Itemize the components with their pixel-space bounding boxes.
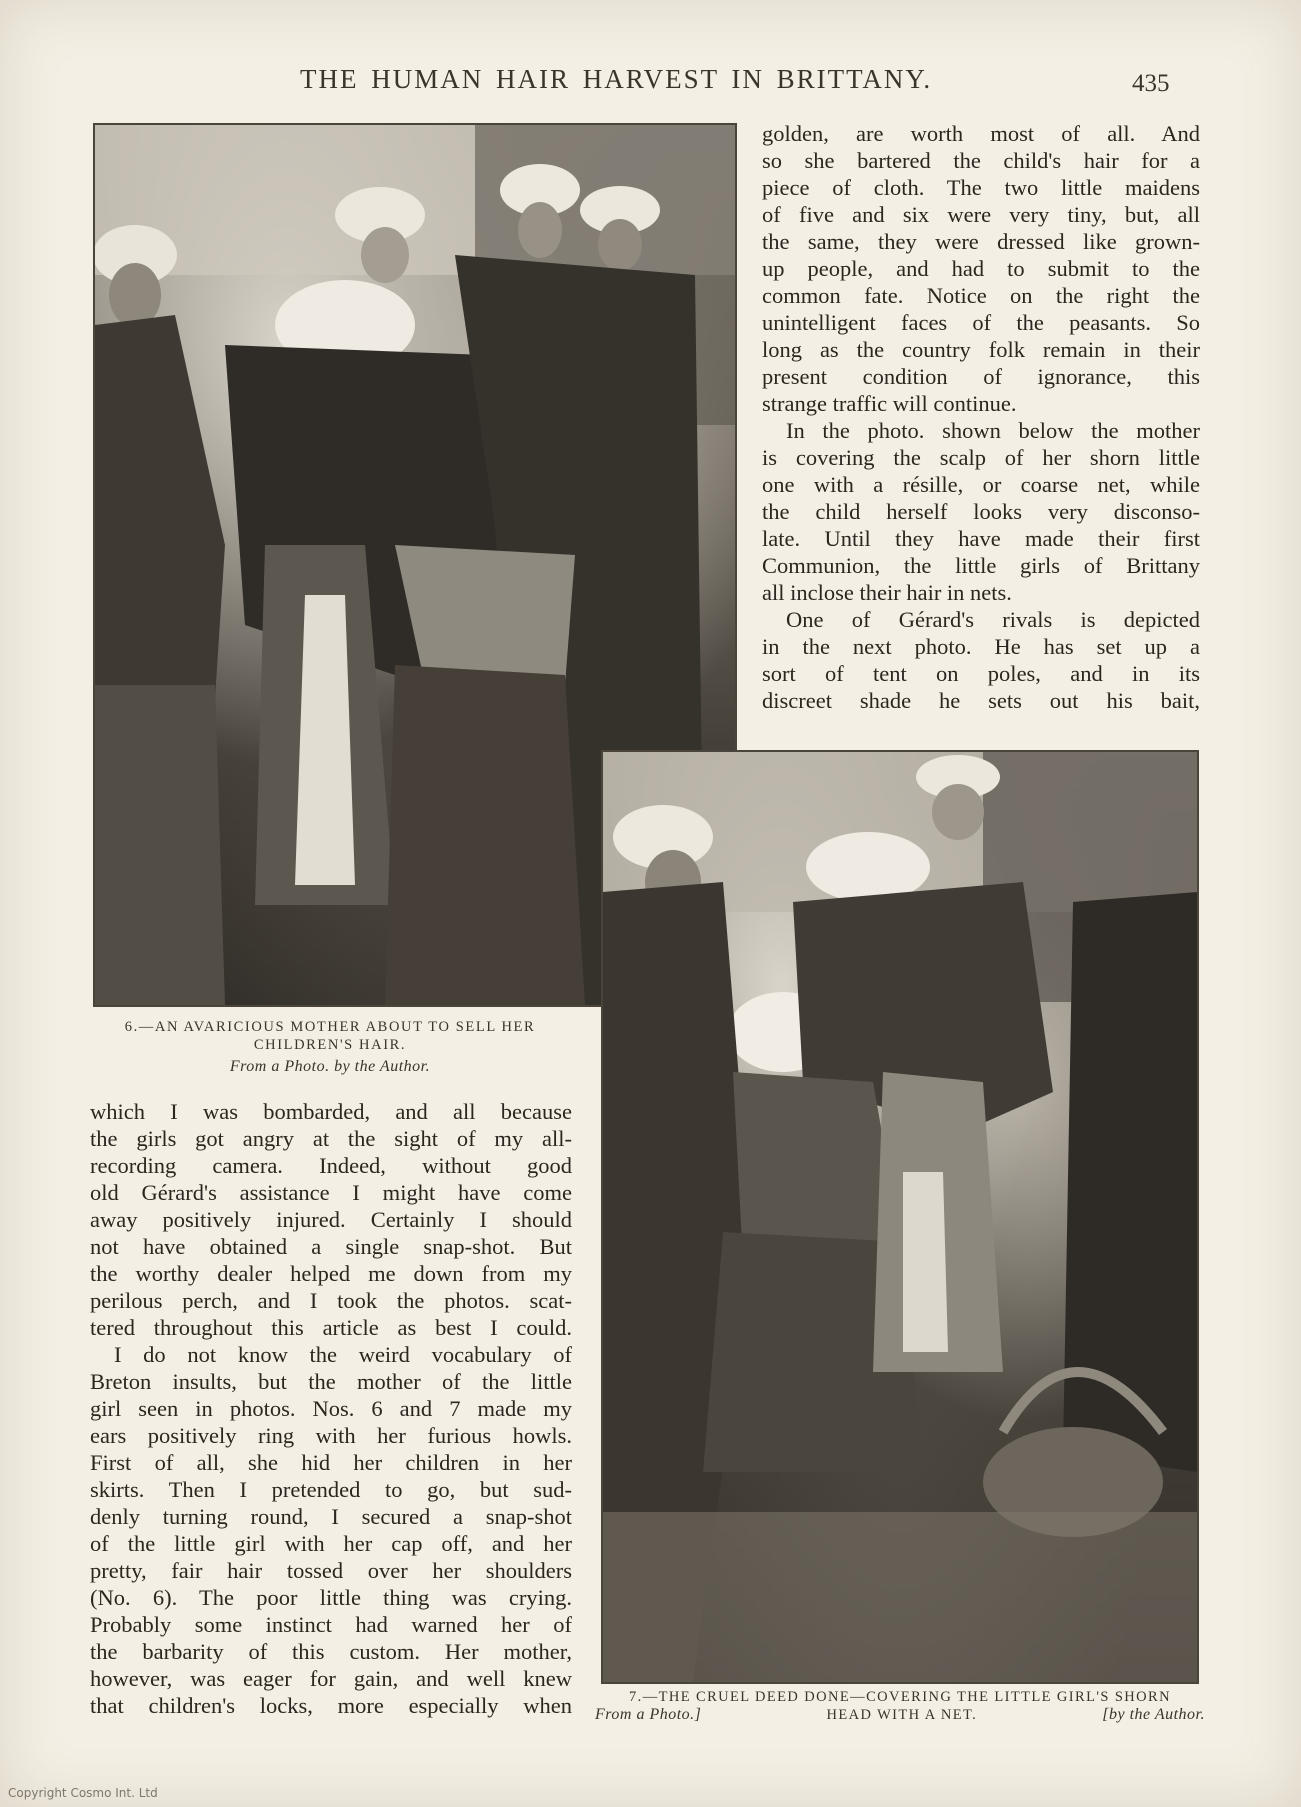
text-line: the same, they were dressed like grown-: [762, 229, 1200, 254]
photo-7-covering-shorn-head: [601, 750, 1199, 1684]
right-column-text: [762, 120, 1200, 714]
figure-6-caption-line-2: CHILDREN'S HAIR.: [253, 1037, 407, 1053]
text-line: recording camera. Indeed, without good: [90, 1153, 572, 1178]
text-line: however, was eager for gain, and well knew: [90, 1666, 572, 1691]
text-line: not have obtained a single snap-shot. But: [90, 1234, 572, 1259]
text-line: that children's locks, more especially when: [90, 1693, 572, 1718]
text-line: First of all, she hid her children in her: [90, 1450, 572, 1475]
text-line: the girls got angry at the sight of my all-: [90, 1126, 572, 1151]
text-line: late. Until they have made their first: [762, 526, 1200, 551]
text-line: tered throughout this article as best I could.: [90, 1315, 572, 1340]
text-line: One of Gérard's rivals is depicted: [786, 607, 1200, 632]
text-line: strange traffic will continue.: [762, 391, 1017, 416]
text-line: all inclose their hair in nets.: [762, 580, 1012, 605]
running-title: THE HUMAN HAIR HARVEST IN BRITTANY.: [300, 64, 933, 94]
text-line: In the photo. shown below the mother: [786, 418, 1200, 443]
text-line: long as the country folk remain in their: [762, 337, 1200, 362]
figure-7-caption-text: HEAD WITH A NET.: [826, 1707, 978, 1723]
text-line: of five and six were very tiny, but, all: [762, 202, 1200, 227]
text-line: up people, and had to submit to the: [762, 256, 1200, 281]
copyright-watermark: Copyright Cosmo Int. Ltd: [8, 1786, 158, 1800]
text-line: away positively injured. Certainly I should: [90, 1207, 572, 1232]
text-line: sort of tent on poles, and in its: [762, 661, 1200, 686]
text-line: in the next photo. He has set up a: [762, 634, 1200, 659]
page-number: 435: [1132, 70, 1170, 97]
figure-6-caption: [100, 1018, 560, 1076]
text-line: denly turning round, I secured a snap-shot: [90, 1504, 572, 1529]
figure-7-caption-line-2: [595, 1706, 1205, 1724]
text-line: one with a résille, or coarse net, while: [762, 472, 1200, 497]
figure-7-credit-left: From a Photo.]: [595, 1706, 702, 1723]
figure-6-caption-line-1: 6.—AN AVARICIOUS MOTHER ABOUT TO SELL HER: [124, 1019, 536, 1035]
text-line: pretty, fair hair tossed over her shoulders: [90, 1558, 572, 1583]
text-line: is covering the scalp of her shorn little: [762, 445, 1200, 470]
text-line: discreet shade he sets out his bait,: [762, 688, 1200, 713]
text-line: I do not know the weird vocabulary of: [114, 1342, 572, 1367]
text-line: the worthy dealer helped me down from my: [90, 1261, 572, 1286]
figure-7-caption-line-1: 7.—THE CRUEL DEED DONE—COVERING THE LITTLE GIRL'S SHORN: [629, 1689, 1171, 1705]
left-column-text: [90, 1098, 572, 1719]
text-line: Probably some instinct had warned her of: [90, 1612, 572, 1637]
text-line: Communion, the little girls of Brittany: [762, 553, 1200, 578]
text-line: of the little girl with her cap off, and her: [90, 1531, 572, 1556]
figure-7-caption: [595, 1688, 1205, 1724]
text-line: ears positively ring with her furious howls.: [90, 1423, 572, 1448]
photo-7-illustration: [603, 752, 1197, 1682]
text-line: the child herself looks very disconso-: [762, 499, 1200, 524]
figure-7-credit-right: [by the Author.: [1102, 1706, 1205, 1723]
text-line: so she bartered the child's hair for a: [762, 148, 1200, 173]
text-line: which I was bombarded, and all because: [90, 1099, 572, 1124]
text-line: present condition of ignorance, this: [762, 364, 1200, 389]
text-line: common fate. Notice on the right the: [762, 283, 1200, 308]
text-line: skirts. Then I pretended to go, but sud-: [90, 1477, 572, 1502]
text-line: golden, are worth most of all. And: [762, 121, 1200, 146]
text-line: old Gérard's assistance I might have come: [90, 1180, 572, 1205]
text-line: (No. 6). The poor little thing was crying.: [90, 1585, 572, 1610]
text-line: girl seen in photos. Nos. 6 and 7 made my: [90, 1396, 572, 1421]
text-line: Breton insults, but the mother of the little: [90, 1369, 572, 1394]
text-line: piece of cloth. The two little maidens: [762, 175, 1200, 200]
text-line: unintelligent faces of the peasants. So: [762, 310, 1200, 335]
text-line: perilous perch, and I took the photos. scat-: [90, 1288, 572, 1313]
figure-6-credit: From a Photo. by the Author.: [229, 1058, 431, 1075]
text-line: the barbarity of this custom. Her mother,: [90, 1639, 572, 1664]
